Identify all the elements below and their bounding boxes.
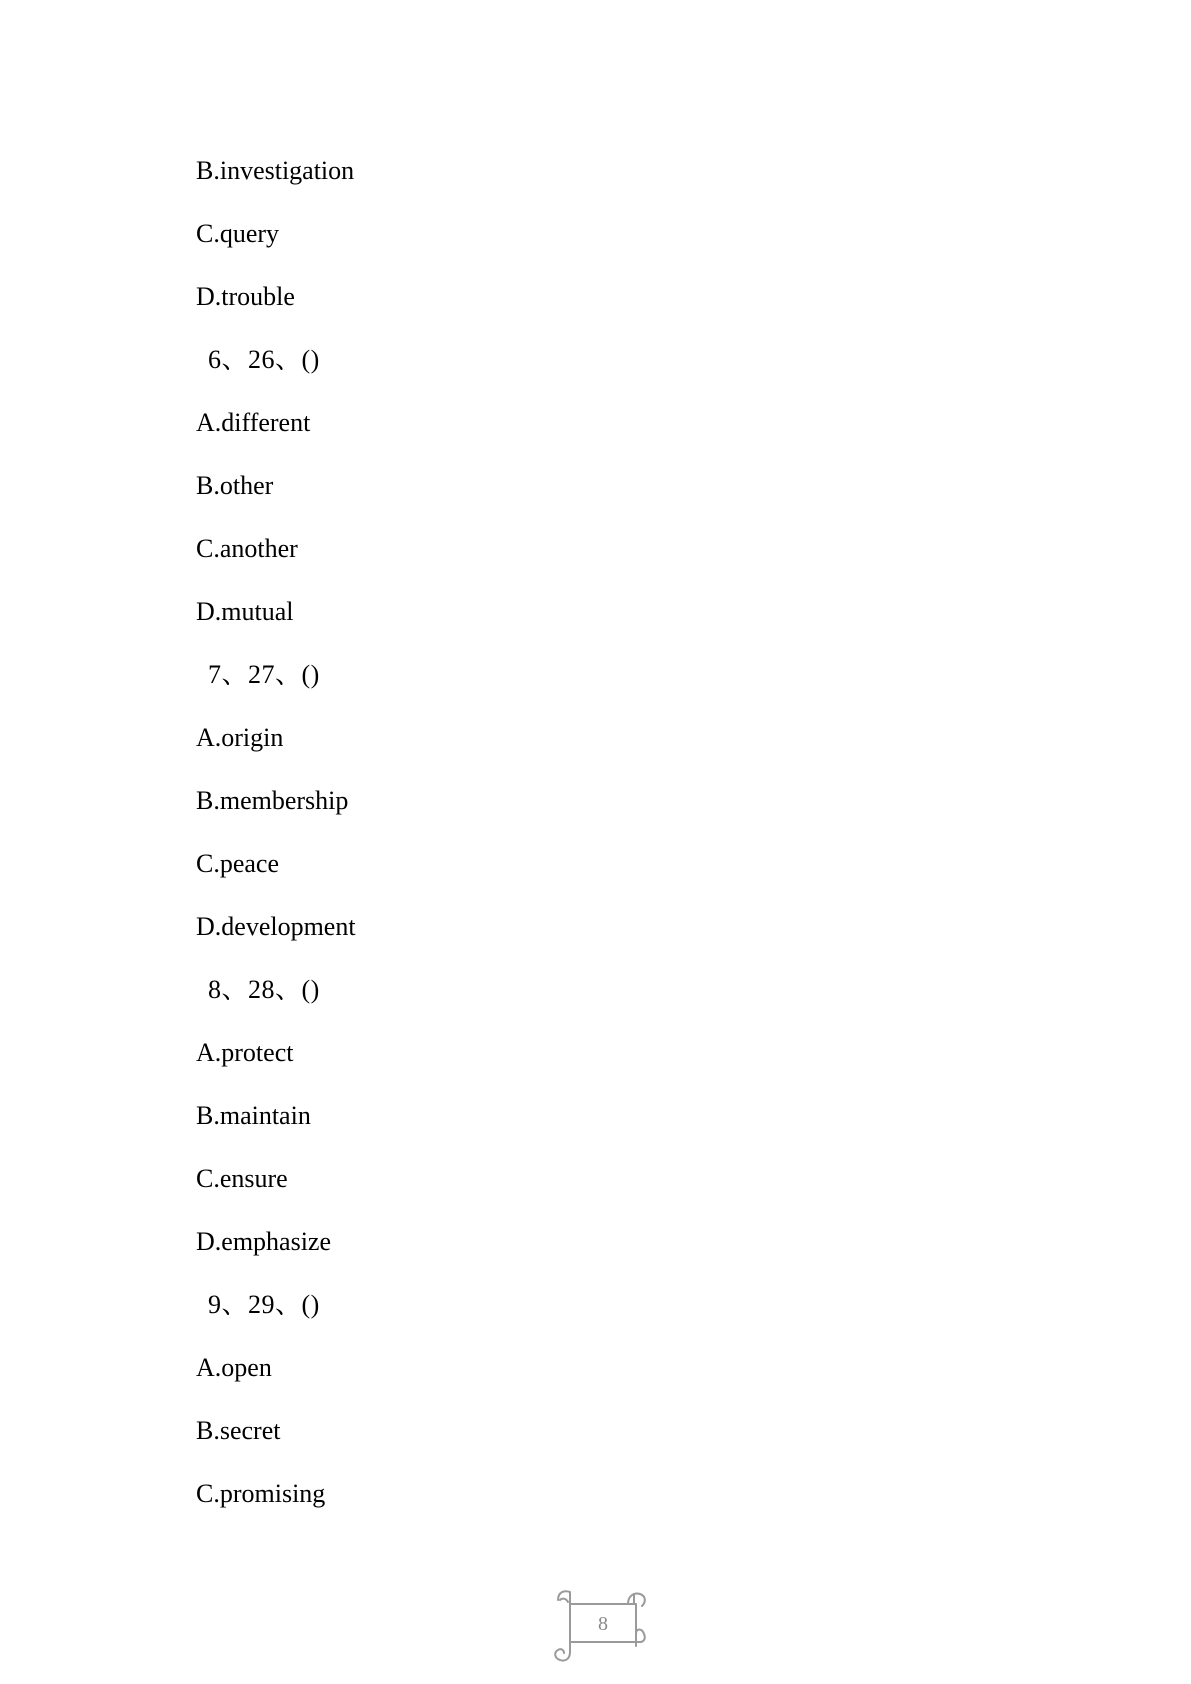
option-line: C.query [196,219,280,248]
option-line: B.other [196,471,274,500]
option-line: B.secret [196,1416,281,1445]
question-line: 6、26、() [208,345,320,374]
option-line: C.peace [196,849,280,878]
option-line: D.mutual [196,597,294,626]
option-line: D.development [196,912,356,941]
option-line: A.open [196,1353,272,1382]
option-line: C.promising [196,1479,326,1508]
option-line: A.different [196,408,311,437]
page-number: 8 [598,1613,608,1635]
question-line: 8、28、() [208,975,320,1004]
question-line: 9、29、() [208,1290,320,1319]
option-line: B.membership [196,786,349,815]
question-line: 7、27、() [208,660,320,689]
option-line: B.maintain [196,1101,311,1130]
option-line: D.emphasize [196,1227,332,1256]
option-line: A.origin [196,723,284,752]
option-line: C.another [196,534,298,563]
option-line: B.investigation [196,156,355,185]
page-footer [540,1580,652,1664]
option-line: A.protect [196,1038,294,1067]
option-line: D.trouble [196,282,295,311]
option-line: C.ensure [196,1164,288,1193]
